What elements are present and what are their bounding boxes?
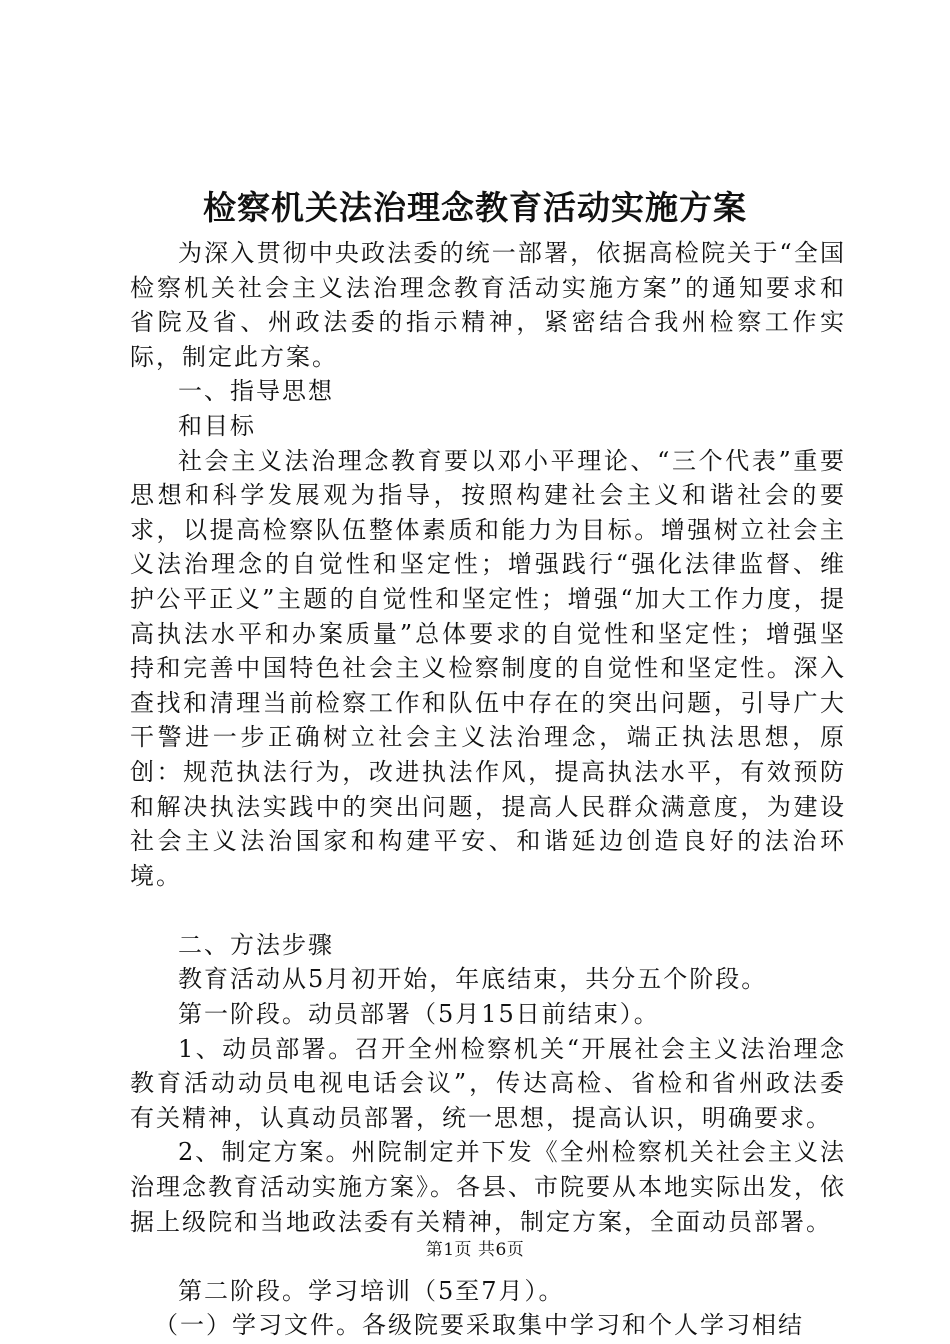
document-body	[130, 236, 846, 1343]
heading-method-steps: 二、方法步骤	[178, 930, 334, 959]
paragraph-stages-overview: 教育活动从5月初开始，年底结束，共分五个阶段。	[178, 965, 768, 994]
heading-stage-one: 第一阶段。动员部署（5月15日前结束）。	[178, 1000, 660, 1029]
paragraph-intro: 为深入贯彻中央政法委的统一部署，依据高检院关于“全国检察机关社会主义法治理念教育活动实施方案”的通知要求和省院及省、州政法委的指示精神，紧密结合我州检察工作实际，制定此方案。	[130, 239, 846, 371]
paragraph-mobilization: 1、动员部署。召开全州检察机关“开展社会主义法治理念教育活动动员电视电话会议”，传达高检、省检和省州政法委有关精神，认真动员部署，统一思想，提高认识，明确要求。	[130, 1034, 846, 1132]
document-title: 检察机关法治理念教育活动实施方案	[203, 188, 747, 227]
paragraph-study-documents: （一）学习文件。各级院要采取集中学习和个人学习相结	[154, 1311, 804, 1340]
heading-stage-two: 第二阶段。学习培训（5至7月）。	[178, 1276, 565, 1305]
heading-guiding-ideology: 一、指导思想	[178, 377, 334, 406]
paragraph-plan-making: 2、制定方案。州院制定并下发《全州检察机关社会主义法治理念教育活动实施方案》。各县、市院要从本地实际出发，依据上级院和当地政法委有关精神，制定方案，全面动员部署。	[130, 1138, 846, 1236]
paragraph-spacer	[130, 893, 846, 928]
page-footer: 第1页 共6页	[425, 1240, 525, 1260]
heading-goals: 和目标	[178, 411, 256, 440]
paragraph-guiding-ideology: 社会主义法治理念教育要以邓小平理论、“三个代表”重要思想和科学发展观为指导，按照构建社会主义和谐社会的要求，以提高检察队伍整体素质和能力为目标。增强树立社会主义法治理念的自觉性和坚定性；增强践行“强化法律监督、维护公平正义”主题的自觉性和坚定性；增强“加大工作力度，提高执法水平和办案质量”总体要求的自觉性和坚定性；增强坚持和完善中国特色社会主义检察制度的自觉性和坚定性。深入查找和清理当前检察工作和队伍中存在的突出问题，引导广大干警进一步正确树立社会主义法治理念，端正执法思想，原创：规范执法行为，改进执法作风，提高执法水平，有效预防和解决执法实践中的突出问题，提高人民群众满意度，为建设社会主义法治国家和构建平安、和谐延边创造良好的法治环境。	[130, 446, 846, 890]
